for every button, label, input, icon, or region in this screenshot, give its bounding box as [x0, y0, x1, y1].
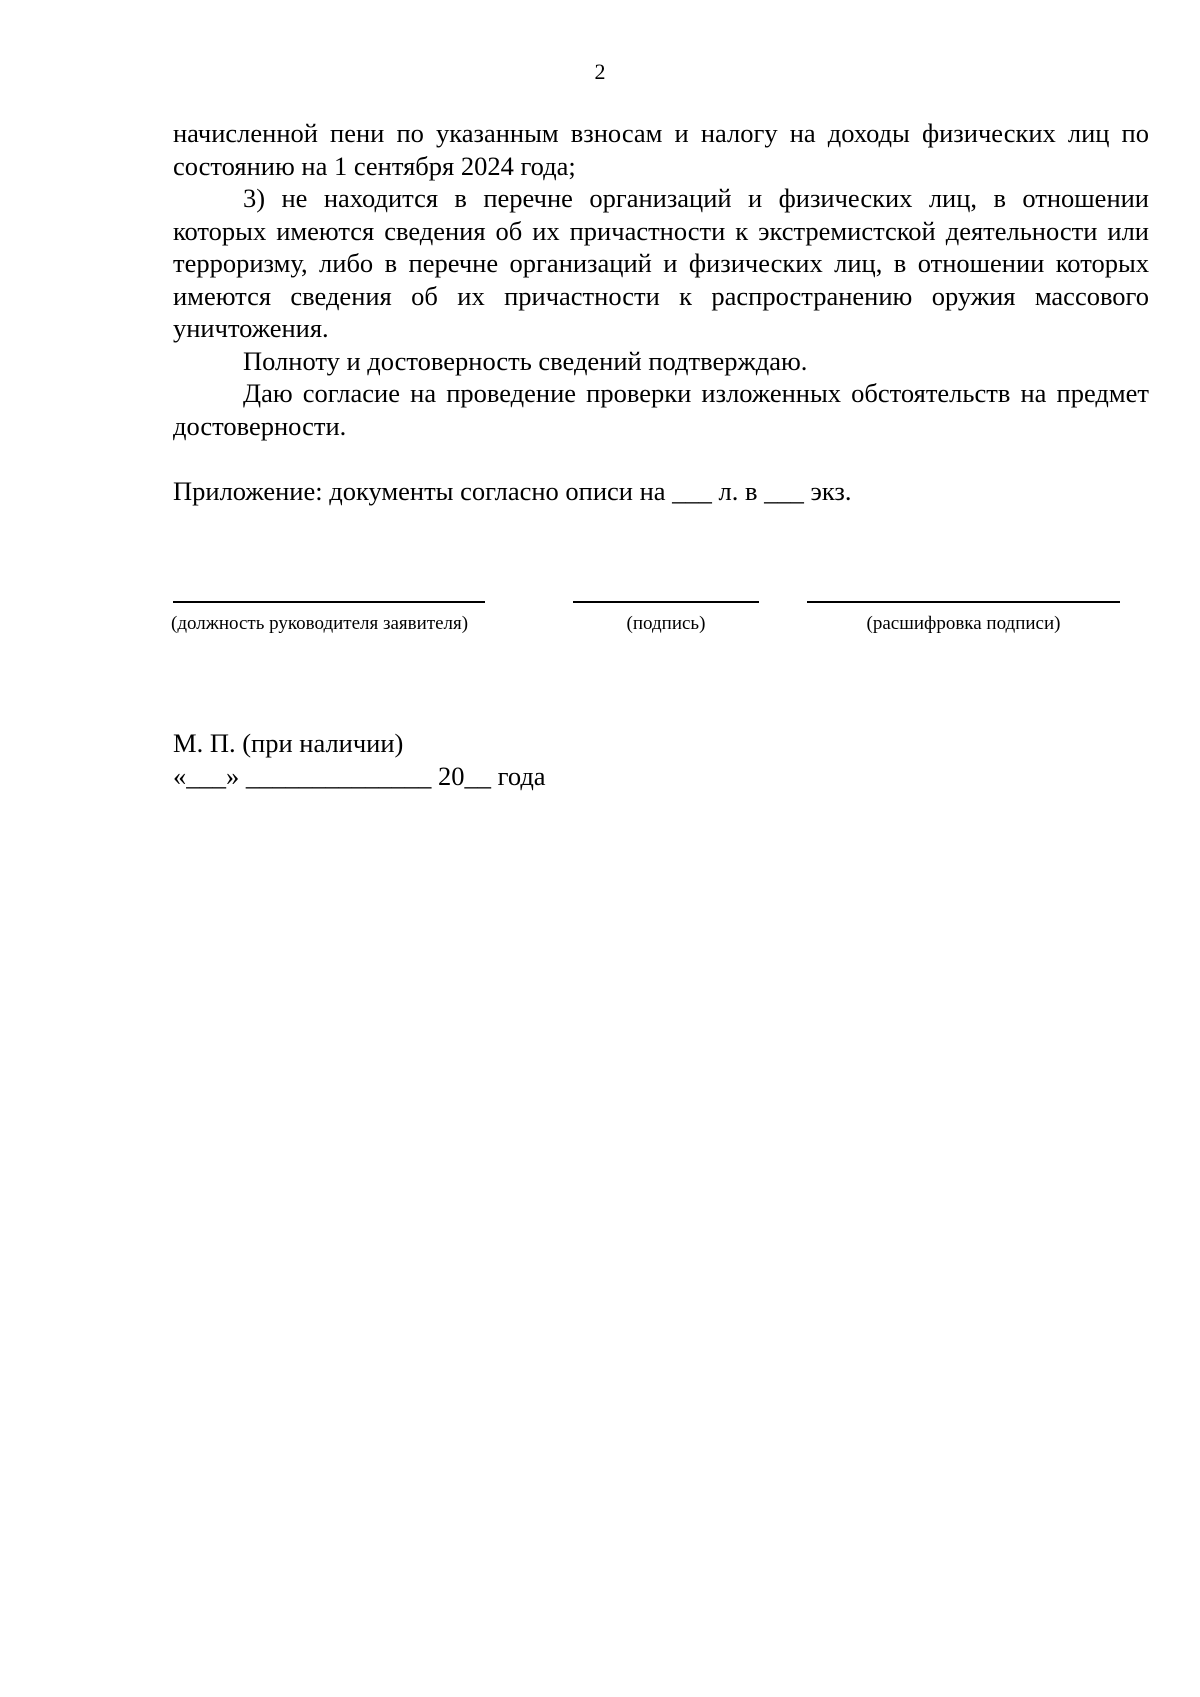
- paragraph-item-3: 3) не находится в перечне организаций и физических лиц, в отношении которых имеются сведения об их причастности к экстремистской деятельности или терроризму, либо в перечне организаций и физических лиц, в отношении которых имеются сведения об их причастности к распространению оружия массового уничтожения.: [173, 183, 1149, 343]
- page-number: 2: [594, 59, 606, 84]
- signature-caption: (подпись): [626, 613, 706, 634]
- attachment-line: Приложение: документы согласно описи на ___ л. в ___ экз.: [173, 476, 852, 506]
- paragraph-consent: Даю согласие на проведение проверки изложенных обстоятельств на предмет достоверности.: [173, 378, 1149, 441]
- stamp-note: М. П. (при наличии): [173, 728, 404, 758]
- paragraph-continuation: начисленной пени по указанным взносам и налогу на доходы физических лиц по состоянию на 1 сентября 2024 года;: [173, 118, 1149, 181]
- decoding-caption: (расшифровка подписи): [866, 613, 1061, 634]
- paragraph-confirmation: Полноту и достоверность сведений подтверждаю.: [243, 345, 808, 376]
- date-line: «___» ______________ 20__ года: [173, 761, 546, 791]
- decoding-signature-line: [807, 601, 1120, 603]
- document-body: [173, 117, 1149, 442]
- position-caption: (должность руководителя заявителя): [171, 613, 469, 634]
- position-signature-line: [173, 601, 485, 603]
- signature-line: [573, 601, 759, 603]
